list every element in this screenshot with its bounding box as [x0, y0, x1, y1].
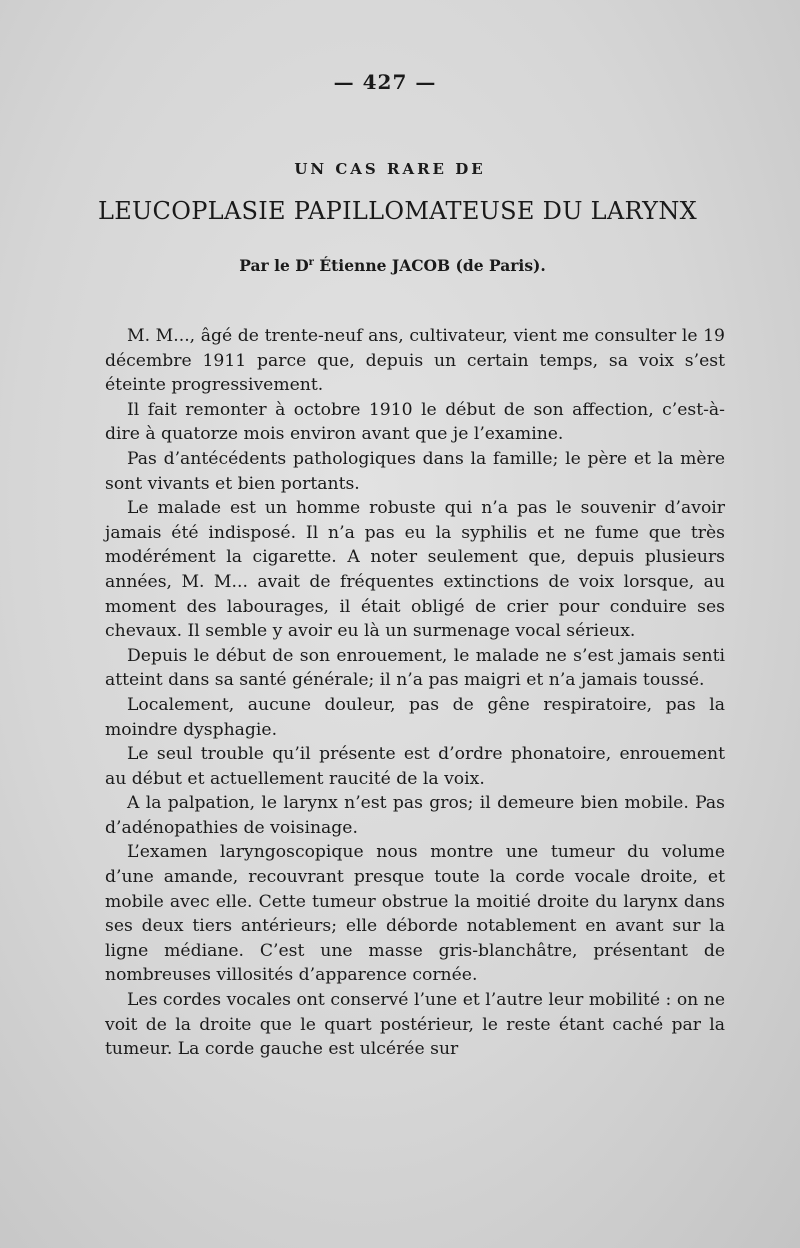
paragraph: Il fait remonter à octobre 1910 le début de son affection, c’est-à-dire à quatorze mois environ avant que je l’examine.	[105, 399, 725, 445]
author-location: (de Paris).	[450, 256, 546, 275]
author-prefix-superscript: r	[308, 256, 314, 268]
author-name: Étienne JACOB	[313, 256, 451, 275]
paragraph: L’examen laryngoscopique nous montre une tumeur du volume d’une amande, recouvrant presque toute la corde vocale droite, et mobile avec elle. Cette tumeur obstrue la moitié droite du larynx dans ses deux tiers antérieurs; elle déborde notablement en avant sur la ligne médiane. C’est une masse gris-blanchâtre, présentant de nombreuses villosités d’apparence cornée.	[105, 842, 725, 986]
paragraph: Localement, aucune douleur, pas de gêne respiratoire, pas la moindre dysphagie.	[105, 694, 725, 740]
paragraph: Les cordes vocales ont conservé l’une et l’autre leur mobilité : on ne voit de la droite que le quart postérieur, le reste étant caché par la tumeur. La corde gauche est ulcérée sur	[105, 990, 725, 1060]
author-line	[0, 256, 785, 275]
paragraph: Le malade est un homme robuste qui n’a pas le souvenir d’avoir jamais été indisposé. Il n’a pas eu la syphilis et ne fume que très modérément la cigarette. A noter seulement que, depuis plusieurs années, M. M... avait de fréquentes extinctions de voix lorsque, au moment des labourages, il était obligé de crier pour conduire ses chevaux. Il semble y avoir eu là un surmenage vocal sérieux.	[105, 498, 725, 642]
paragraph: Pas d’antécédents pathologiques dans la famille; le père et la mère sont vivants et bien portants.	[105, 448, 725, 494]
article-subtitle: UN CAS RARE DE	[294, 160, 486, 178]
page-number: — 427 —	[333, 70, 437, 94]
author-prefix: Par le D	[239, 256, 309, 275]
paragraph: Depuis le début de son enrouement, le malade ne s’est jamais senti atteint dans sa santé générale; il n’a pas maigri et n’a jamais toussé.	[105, 645, 725, 691]
paragraph: M. M..., âgé de trente-neuf ans, cultivateur, vient me consulter le 19 décembre 1911 parce que, depuis un certain temps, sa voix s’est éteinte progressivement.	[105, 326, 725, 396]
paragraph: Le seul trouble qu’il présente est d’ordre phonatoire, enrouement au début et actuellement raucité de la voix.	[105, 744, 725, 789]
paragraph: A la palpation, le larynx n’est pas gros; il demeure bien mobile. Pas d’adénopathies de voisinage.	[105, 793, 725, 838]
article-title: LEUCOPLASIE PAPILLOMATEUSE DU LARYNX	[97, 197, 698, 225]
article-body	[105, 324, 725, 1062]
